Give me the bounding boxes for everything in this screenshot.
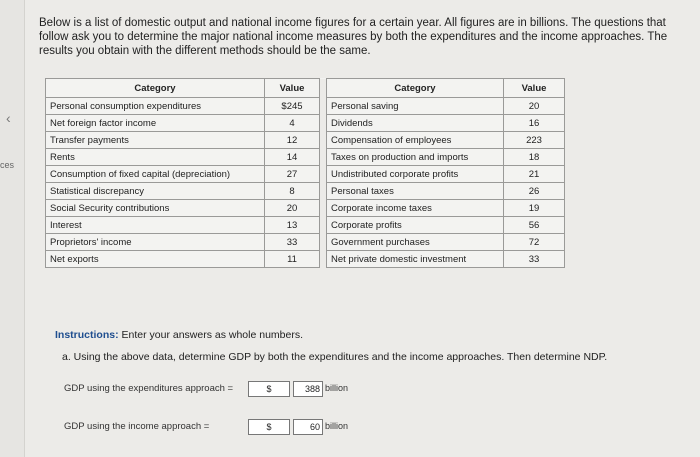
left-value-cell: 14 [265, 149, 320, 166]
unit-label: billion [325, 383, 349, 393]
right-value-cell: 19 [504, 200, 565, 217]
intro-text: Below is a list of domestic output and national income figures for a certain year. All figures are in billions. The questions that follow ask you to determine the major national income measures by both the expenditures and the income approaches. The results you obtain with the different methods should be the same. [39, 17, 668, 57]
left-value-cell: 11 [265, 251, 320, 268]
right-category-cell: Government purchases [327, 234, 504, 251]
gdp-income-label: GDP using the income approach = [64, 421, 210, 432]
table-row [46, 251, 565, 268]
left-category-cell: Net exports [46, 251, 265, 268]
left-value-cell: 8 [265, 183, 320, 200]
left-value-cell: 20 [265, 200, 320, 217]
right-category-cell: Taxes on production and imports [327, 149, 504, 166]
currency-box: $ [248, 419, 290, 435]
instructions-text: Enter your answers as whole numbers. [118, 329, 304, 341]
left-category-cell: Consumption of fixed capital (depreciation) [46, 166, 265, 183]
right-value-cell: 72 [504, 234, 565, 251]
left-category-cell: Personal consumption expenditures [46, 98, 265, 115]
header-value: Value [265, 79, 320, 98]
table-row [46, 98, 565, 115]
left-value-cell: 12 [265, 132, 320, 149]
right-category-cell: Corporate profits [327, 217, 504, 234]
gdp-expenditures-label: GDP using the expenditures approach = [64, 383, 234, 394]
header-category: Category [327, 79, 504, 98]
question-a: a. Using the above data, determine GDP by both the expenditures and the income approaches. Then determine NDP. [62, 351, 608, 363]
right-value-cell: 26 [504, 183, 565, 200]
left-category-cell: Social Security contributions [46, 200, 265, 217]
right-value-cell: 18 [504, 149, 565, 166]
left-category-cell: Proprietors' income [46, 234, 265, 251]
table-row [46, 234, 565, 251]
left-value-cell: 4 [265, 115, 320, 132]
currency-box: $ [248, 381, 290, 397]
instructions [55, 329, 303, 341]
right-category-cell: Net private domestic investment [327, 251, 504, 268]
table-row [46, 200, 565, 217]
table-header-row [46, 79, 565, 98]
table-row [46, 183, 565, 200]
chevron-left-icon[interactable]: ‹ [6, 110, 11, 126]
right-value-cell: 20 [504, 98, 565, 115]
table-row [46, 132, 565, 149]
right-value-cell: 21 [504, 166, 565, 183]
instructions-label: Instructions: [55, 329, 119, 341]
left-category-cell: Statistical discrepancy [46, 183, 265, 200]
right-value-cell: 16 [504, 115, 565, 132]
right-category-cell: Undistributed corporate profits [327, 166, 504, 183]
right-value-cell: 33 [504, 251, 565, 268]
table-row [46, 166, 565, 183]
left-value-cell: 27 [265, 166, 320, 183]
table-row [46, 115, 565, 132]
left-value-cell: $245 [265, 98, 320, 115]
right-value-cell: 56 [504, 217, 565, 234]
gdp-expenditures-input[interactable]: 388 [293, 381, 323, 397]
right-category-cell: Dividends [327, 115, 504, 132]
header-value: Value [504, 79, 565, 98]
gdp-income-input[interactable]: 60 [293, 419, 323, 435]
data-table [45, 78, 565, 268]
side-panel-label: ces [0, 160, 15, 170]
right-category-cell: Personal saving [327, 98, 504, 115]
right-category-cell: Compensation of employees [327, 132, 504, 149]
left-value-cell: 13 [265, 217, 320, 234]
side-panel [0, 0, 25, 457]
right-category-cell: Corporate income taxes [327, 200, 504, 217]
left-value-cell: 33 [265, 234, 320, 251]
left-category-cell: Interest [46, 217, 265, 234]
unit-label: billion [325, 421, 349, 431]
header-category: Category [46, 79, 265, 98]
left-category-cell: Transfer payments [46, 132, 265, 149]
right-category-cell: Personal taxes [327, 183, 504, 200]
left-category-cell: Rents [46, 149, 265, 166]
left-category-cell: Net foreign factor income [46, 115, 265, 132]
right-value-cell: 223 [504, 132, 565, 149]
table-row [46, 149, 565, 166]
table-row [46, 217, 565, 234]
